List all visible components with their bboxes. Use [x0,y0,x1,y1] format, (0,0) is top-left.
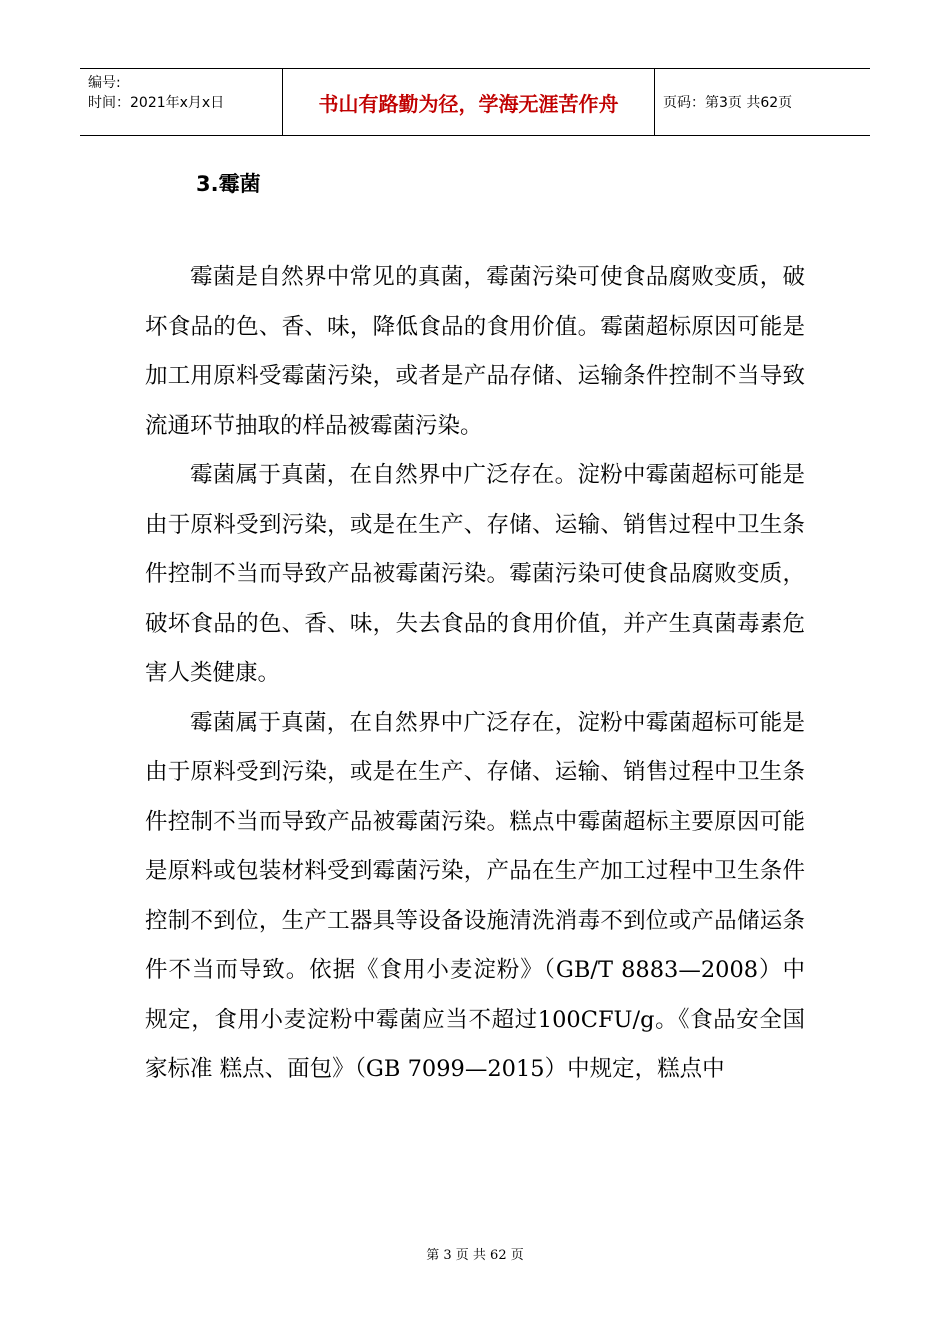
document-time-label: 时间：2021年x月x日 [88,95,225,111]
paragraph: 霉菌属于真菌，在自然界中广泛存在。淀粉中霉菌超标可能是由于原料受到污染，或是在生产、存储、运输、销售过程中卫生条件控制不当而导致产品被霉菌污染。霉菌污染可使食品腐败变质，破坏食品的色、香、味，失去食品的食用价值，并产生真菌毒素危害人类健康。 [145,462,805,686]
paragraph: 霉菌属于真菌，在自然界中广泛存在，淀粉中霉菌超标可能是由于原料受到污染，或是在生产、存储、运输、销售过程中卫生条件控制不当而导致产品被霉菌污染。糕点中霉菌超标主要原因可能是原料或包装材料受到霉菌污染，产品在生产加工过程中卫生条件控制不到位，生产工器具等设备设施清洗消毒不到位或产品储运条件不当而导致。依据《食用小麦淀粉》（GB/T 8883—2008）中规定，食用小麦淀粉中霉菌应当不超过100CFU/g。《食品安全国家标准 糕点、面包》（GB 7099—2015）中规定，糕点中 [145,709,805,1082]
paragraph: 霉菌是自然界中常见的真菌，霉菌污染可使食品腐败变质，破坏食品的色、香、味，降低食品的食用价值。霉菌超标原因可能是加工用原料受霉菌污染，或者是产品存储、运输条件控制不当导致流通环节抽取的样品被霉菌污染。 [145,264,805,439]
document-body [145,253,805,1095]
page-header [80,68,870,136]
header-motto: 书山有路勤为径，学海无涯苦作舟 [283,69,655,135]
document-number-label: 编号: [88,75,121,91]
header-page-info: 页码：第3页 共62页 [663,95,793,111]
page-footer: 第 3 页 共 62 页 [426,1248,524,1263]
header-meta-cell [80,69,283,135]
section-title: 3.霉菌 [196,172,261,196]
